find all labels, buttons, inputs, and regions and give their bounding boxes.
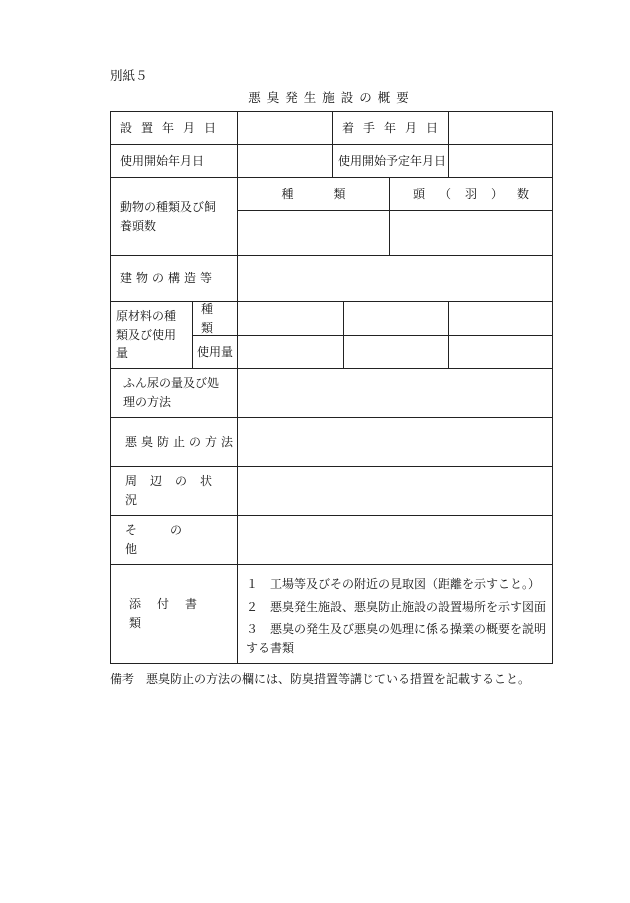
materials-kind-label: 種類: [192, 301, 238, 336]
materials-kind-cell-1[interactable]: [237, 301, 344, 336]
attachments-label: 添付書類: [110, 564, 238, 664]
animals-kind-header: 種類: [237, 177, 390, 211]
install-date-label: 設置年月日: [110, 111, 238, 145]
surroundings-field[interactable]: [237, 466, 553, 516]
prevention-label: 悪臭防止の方法: [110, 417, 238, 467]
animals-count-field[interactable]: [389, 210, 553, 256]
prevention-field[interactable]: [237, 417, 553, 467]
attachment-item-1: １ 工場等及びその附近の見取図（距離を示すこと。）: [246, 577, 541, 591]
surroundings-label: 周辺の状況: [110, 466, 238, 516]
materials-amount-cell-1[interactable]: [237, 335, 344, 369]
start-date-field[interactable]: [448, 111, 553, 145]
materials-amount-label: 使用量: [192, 335, 238, 369]
materials-amount-cell-2[interactable]: [343, 335, 449, 369]
animals-kind-field[interactable]: [237, 210, 390, 256]
attachment-item-3: ３ 悪臭の発生及び悪臭の処理に係る操業の概要を説明する書類: [246, 622, 547, 655]
materials-label: 原材料の種類及び使用量: [110, 301, 193, 369]
other-label: その他: [110, 515, 238, 565]
page-title: 悪臭発生施設の概要: [248, 90, 415, 105]
install-date-field[interactable]: [237, 111, 333, 145]
building-label: 建物の構造等: [110, 255, 238, 302]
start-date-label: 着手年月日: [332, 111, 449, 145]
materials-kind-cell-2[interactable]: [343, 301, 449, 336]
animals-count-header: 頭（羽）数: [389, 177, 553, 211]
use-start-planned-field[interactable]: [448, 144, 553, 178]
use-start-planned-label: 使用開始予定年月日: [332, 144, 449, 178]
waste-field[interactable]: [237, 368, 553, 418]
attachment-item-2: ２ 悪臭発生施設、悪臭防止施設の設置場所を示す図面: [246, 599, 547, 614]
remarks-note: 備考 悪臭防止の方法の欄には、防臭措置等講じている措置を記載すること。: [110, 672, 531, 686]
use-start-date-field[interactable]: [237, 144, 333, 178]
waste-label: ふん尿の量及び処理の方法: [110, 368, 238, 418]
building-field[interactable]: [237, 255, 553, 302]
materials-kind-cell-3[interactable]: [448, 301, 553, 336]
animals-label: 動物の種類及び飼養頭数: [110, 177, 238, 256]
use-start-date-label: 使用開始年月日: [110, 144, 238, 178]
attachment-number: 別紙５: [110, 68, 148, 83]
other-field[interactable]: [237, 515, 553, 565]
attachments-list: [237, 564, 553, 664]
materials-amount-cell-3[interactable]: [448, 335, 553, 369]
